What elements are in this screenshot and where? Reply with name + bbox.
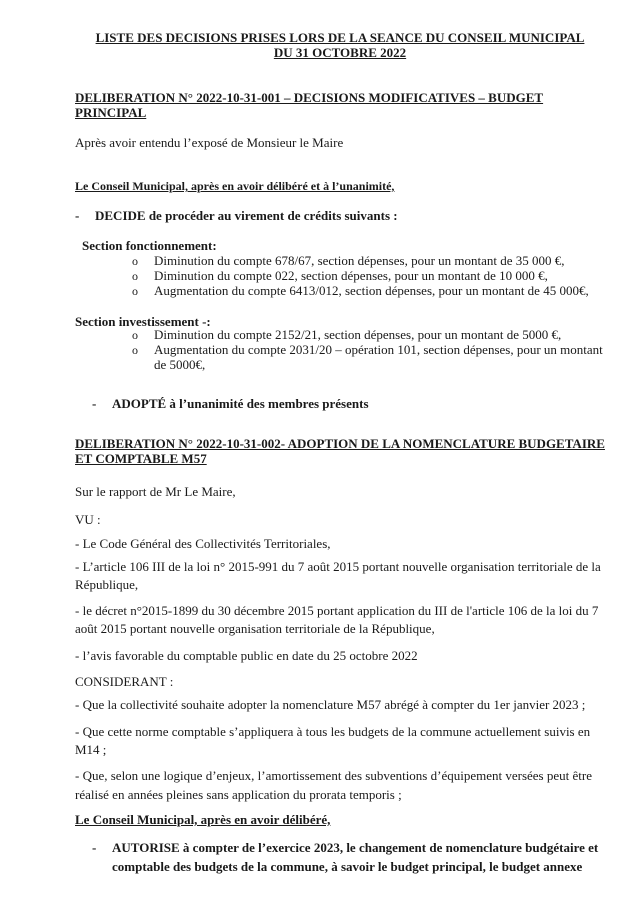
circle-bullet-icon: o (132, 284, 138, 298)
circle-bullet-icon: o (132, 269, 138, 283)
delib1-decide-text: DECIDE de procéder au virement de crédits suivants : (95, 208, 398, 223)
circle-bullet-icon: o (132, 328, 138, 342)
delib2-vu: VU : (75, 512, 101, 527)
vu-item-1: - Le Code Général des Collectivités Territoriales, (75, 536, 331, 551)
dash-marker: - (75, 208, 80, 223)
fonct-item-3 (132, 282, 612, 300)
vu-item-3-continuation: août 2015 portant nouvelle organisation territoriale de la République, (75, 621, 435, 636)
fonct-item-text: Diminution du compte 022, section dépenses, pour un montant de 10 000 €, (154, 268, 548, 283)
cons-item-3: - Que, selon une logique d’enjeux, l’amortissement des subventions d’équipement versées peut être (75, 768, 592, 783)
delib2-autorise-line2: comptable des budgets de la commune, à savoir le budget principal, le budget annexe (112, 859, 583, 874)
fonct-item-text: Diminution du compte 678/67, section dépenses, pour un montant de 35 000 €, (154, 253, 565, 268)
delib1-heading-line2: PRINCIPAL (75, 105, 147, 120)
dash-marker: - (92, 840, 97, 855)
delib2-council-text: Le Conseil Municipal, après en avoir délibéré, (75, 812, 331, 827)
delib2-rapport: Sur le rapport de Mr Le Maire, (75, 484, 236, 499)
section-investissement-heading: Section investissement -: (75, 314, 211, 329)
cons-item-2-continuation: M14 ; (75, 742, 107, 757)
delib1-adopte-text: ADOPTÉ à l’unanimité des membres présents (112, 396, 369, 411)
section-fonctionnement-heading: Section fonctionnement: (82, 238, 217, 253)
delib1-council-text: Le Conseil Municipal, après en avoir délibéré et à l’unanimité, (75, 179, 395, 193)
delib2-heading-line2: ET COMPTABLE M57 (75, 451, 207, 466)
vu-item-2-continuation: République, (75, 577, 139, 592)
dash-marker: - (92, 396, 97, 411)
document-title-line2: DU 31 OCTOBRE 2022 (273, 45, 407, 60)
delib1-decide (75, 207, 398, 225)
delib1-intro: Après avoir entendu l’exposé de Monsieur le Maire (75, 135, 344, 150)
invest-item-2-continuation: de 5000€, (154, 357, 206, 372)
cons-item-3-continuation: réalisé en années pleines sans application du prorata temporis ; (75, 787, 402, 802)
delib1-adopte (92, 395, 369, 413)
invest-item-text: Diminution du compte 2152/21, section dépenses, pour un montant de 5000 €, (154, 327, 562, 342)
delib1-heading-line1: DELIBERATION N° 2022-10-31-001 – DECISIONS MODIFICATIVES – BUDGET (75, 90, 544, 105)
delib2-autorise (92, 839, 617, 857)
delib1-council (75, 178, 394, 194)
vu-item-4: - l’avis favorable du comptable public en date du 25 octobre 2022 (75, 648, 418, 663)
document-title-line1: LISTE DES DECISIONS PRISES LORS DE LA SEANCE DU CONSEIL MUNICIPAL (95, 30, 585, 45)
delib2-heading-line1: DELIBERATION N° 2022-10-31-002- ADOPTION DE LA NOMENCLATURE BUDGETAIRE (75, 436, 605, 451)
vu-item-3: - le décret n°2015-1899 du 30 décembre 2015 portant application du III de l'article 106 de la loi du 7 (75, 603, 599, 618)
circle-bullet-icon: o (132, 254, 138, 268)
delib2-autorise-line1: AUTORISE à compter de l’exercice 2023, le changement de nomenclature budgétaire et (112, 840, 599, 855)
cons-item-2: - Que cette norme comptable s’appliquera à tous les budgets de la commune actuellement suivis en (75, 724, 591, 739)
vu-item-2: - L’article 106 III de la loi n° 2015-991 du 7 août 2015 portant nouvelle organisation territoriale de la (75, 559, 601, 574)
cons-item-1: - Que la collectivité souhaite adopter la nomenclature M57 abrégé à compter du 1er janvier 2023 ; (75, 697, 586, 712)
fonct-item-text: Augmentation du compte 6413/012, section dépenses, pour un montant de 45 000€, (154, 283, 589, 298)
delib2-council (75, 811, 330, 829)
delib2-considerant: CONSIDERANT : (75, 674, 174, 689)
invest-item-text: Augmentation du compte 2031/20 – opération 101, section dépenses, pour un montant (154, 342, 603, 357)
circle-bullet-icon: o (132, 343, 138, 357)
